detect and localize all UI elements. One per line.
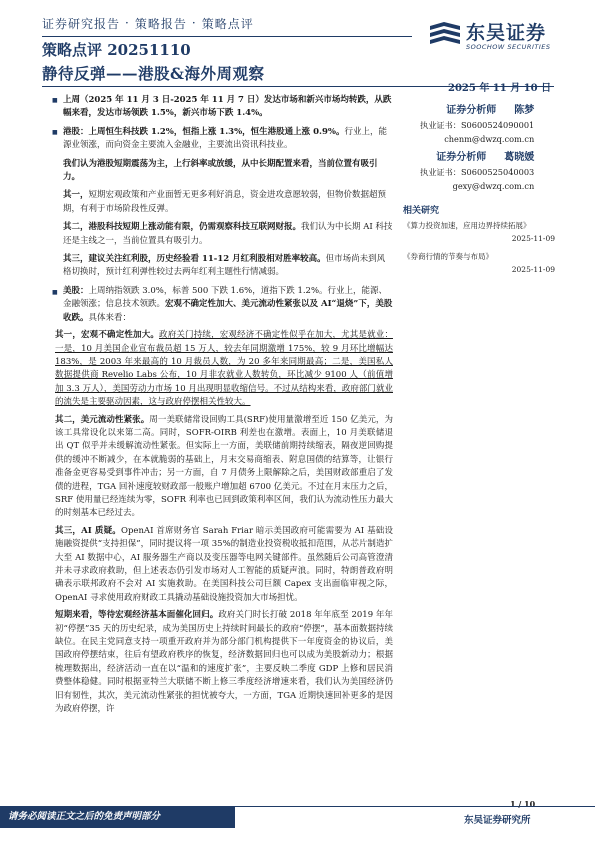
main-content — [55, 94, 393, 720]
summary-point-1 — [55, 189, 393, 216]
us-lead-bold-2: 宏观不确定性加大、美元流动性紧张以及 AI“退烧”下，美股收跌。 — [63, 299, 393, 323]
analyst-2 — [420, 150, 534, 193]
summary-hk-rest: 行业上，能源业领涨，而向资金主要流入金融业，主要流出资讯科技业。 — [63, 126, 387, 151]
analyst-cert: 执业证书：S0600524090001 — [420, 120, 535, 130]
point-2-rest: 我们认为中长期 AI 科技还是主线之一，当前位置具有吸引力。 — [63, 222, 393, 246]
section-macro — [55, 329, 393, 409]
tag-strategy-report: 策略报告 — [134, 16, 187, 31]
section-ai-body: OpenAI 首席财务官 Sarah Friar 暗示美国政府可能需要为 AI 基础设施融资提供“支持担保”，同时提议将一项 35%的制造业投资税收抵扣范围，从芯片制造扩大至 AI 数据中心，AI 服务器生产商以及变压器等电网关键部件。虽然随后公司高管澄清并未寻求政府救助，但上述表态仍引发市场对人工智能的质疑声浪。同时，特朗普政府明确表示联邦政府不会对 AI 实施救助。在美国科技公司巨额 Capex 支出面临审视之际，OpenAI 寻求使用政府财政工具撬动基础设施投资加大市场担忧。 — [55, 525, 393, 603]
section-macro-body: 政府关门持续，宏观经济不确定性似乎在加大，尤其是就业：一是，10 月美国企业宣布裁员超 15 万人，较去年同期激增 175%，较 9 月环比增幅达 183%，是 2003 年来最高的 10 月裁员人数，为 20 多年来同期最高；二是，美国私人数据提供商 Revelio Labs 公布，10 月非农就业人数转负，环比减少 9100 人（前值增加 3.3 万人），美国劳动力市场 10 月出现明显收缩信号。不过从结构来看，政府部门就业的流失是主要驱动因素，这与政府停摆相关性较大。 — [55, 330, 393, 408]
section-ai — [55, 525, 393, 605]
section-ai-head: 其三，AI 质疑。 — [55, 525, 122, 536]
analyst-role: 证券分析师 — [446, 105, 497, 116]
related-heading: 相关研究 — [403, 206, 440, 216]
point-1-bold: 其一， — [63, 190, 89, 201]
top-rule — [42, 36, 412, 37]
summary-point-3 — [55, 253, 393, 280]
section-liquidity-head: 其二，美元流动性紧张。 — [55, 414, 150, 425]
analyst-1 — [420, 103, 534, 146]
summary-hk-stocks — [55, 126, 393, 153]
related-item-title[interactable]: 《算力投资加速，应用边界持续拓展》 — [403, 221, 531, 230]
summary-view: 我们认为港股短期震荡为主，上行斜率或放缓，从中长期配置来看，当前位置有吸引力。 — [63, 158, 378, 183]
tag-strategy-comment: 策略点评 — [201, 16, 254, 31]
point-1-rest: 短期宏观政策和产业面暂无更多利好消息，资金进攻意愿较弱，但物价数据超预期，有利于市场阶段性反弹。 — [63, 190, 387, 214]
us-lead-bold: 美股： — [63, 285, 89, 296]
logo-text-en: SOOCHOW SECURITIES — [466, 43, 551, 51]
section-outlook-body: 政府关门时长打破 2018 年年底至 2019 年年初“停摆”35 天的历史纪录，成为美国历史上持续时间最长的政府“停摆”，基本面数据持续缺位。在民主党同意支持一项重开政府并为部分部门机构提供下一年度资金的协议后，美国政府停摆结束，往后有望政府秩序的恢复，经济数据回归也可以成为美股新动力；根据梳理数据出，经济活动一直在以“温和的速度扩张”，主要反映二季度 GDP 上修和居民消费整体稳健。同时根据亚特兰大联储不断上修三季度经济增速来看，我们认为美国经济仍旧有韧性，其次，美元流动性紧张的担忧被夸大，一方面，TGA 近期快速回补更多的是因为政府停摆，许 — [55, 610, 393, 715]
summary-point-2 — [55, 221, 393, 248]
analyst-email[interactable]: chenm@dwzq.com.cn — [444, 134, 535, 144]
report-type: 策略点评 20251110 — [42, 41, 191, 59]
related-item-date: 2025-11-09 — [511, 265, 555, 274]
footer-org: 东吴证券研究所 — [464, 815, 531, 826]
point-2-bold: 其二，港股科技短期上涨动能有限，仍需观察科技互联网财报。 — [63, 222, 302, 233]
report-category-tags — [42, 13, 254, 33]
analyst-email[interactable]: gexy@dwzq.com.cn — [452, 181, 535, 191]
company-logo — [428, 18, 560, 58]
analyst-cert: 执业证书：S0600525040003 — [420, 167, 535, 177]
analyst-name: 葛晓媛 — [504, 152, 535, 163]
section-liquidity — [55, 414, 393, 521]
report-date: 2025 年 11 月 10 日 — [448, 83, 552, 94]
related-item-title[interactable]: 《券商行情的节奏与布局》 — [403, 252, 493, 261]
analyst-role: 证券分析师 — [436, 152, 487, 163]
report-title: 静待反弹——港股&海外周观察 — [42, 64, 265, 83]
section-liquidity-body: 周一美联储常设回购工具(SRF)使用量激增至近 150 亿美元，为该工具常设化以来第二高。同时，SOFR-OIRB 利差也在激增。表面上，10 月美联储退出 QT 似乎并未缓解流动性紧张。但实际上一方面，美联储前期持续缩表，隔夜逆回购提供的缓冲不断减少，在本就脆弱的基础上，月末交易商缩表、附息国债的结算等，让银行准备金更容易受到事件冲击；另一方面，自 7 月债务上限解除之后，美国财政部重启了发债的进程，TGA 回补速度较财政部一般账户增加超 6700 亿美元。不过在月末压力之后，SRF 使用量已经连续为零，SOFR 利率也已回到政策利率区间，我们认为流动性压力最大的时刻基本已经过去。 — [55, 414, 393, 519]
summary-hk-bold: 港股：上周恒生科技跌 1.2%，恒指上涨 1.3%，恒生港股通上涨 0.9%。 — [63, 126, 345, 137]
tag-separator: · — [125, 16, 130, 30]
section-outlook — [55, 609, 393, 716]
logo-text-cn: 东吴证券 — [466, 22, 547, 44]
related-item-date: 2025-11-09 — [511, 234, 555, 243]
page-number: 1 / 10 — [510, 799, 536, 809]
analyst-name: 陈梦 — [514, 105, 535, 116]
disclaimer-banner: 请务必阅读正文之后的免责声明部分 — [0, 806, 235, 828]
point-3-rest: 但市场尚未到风格切换时，预计红利弹性较过去两年红利主题性行情减弱。 — [63, 254, 386, 278]
point-3-bold: 其三，建议关注红利股，历史经验看 11-12 月红利股相对胜率较高。 — [63, 254, 326, 265]
tag-research-report: 证券研究报告 — [42, 16, 121, 31]
section-macro-head: 其一，宏观不确定性加大。 — [55, 330, 160, 341]
us-stocks-lead — [55, 285, 393, 325]
section-outlook-head: 短期来看，等待宏观经济基本面催化回归。 — [55, 610, 219, 621]
logo-mark-icon — [428, 20, 462, 50]
us-lead-text: 上周纳指领跌 3.0%，标普 500 下跌 1.6%，道指下跌 1.2%。行业上，能源、金融领涨；信息技术领跌。 — [63, 285, 388, 310]
related-research — [403, 203, 555, 282]
summary-global-markets: ■ 上周（2025 年 11 月 3 日-2025 年 11 月 7 日）发达市场和新兴市场均转跌，从跌幅来看，发达市场领跌 1.5%，新兴市场下跌 1.4%。 — [55, 94, 393, 121]
us-lead-tail: 具体来看： — [88, 312, 132, 323]
tag-separator: · — [191, 16, 197, 30]
